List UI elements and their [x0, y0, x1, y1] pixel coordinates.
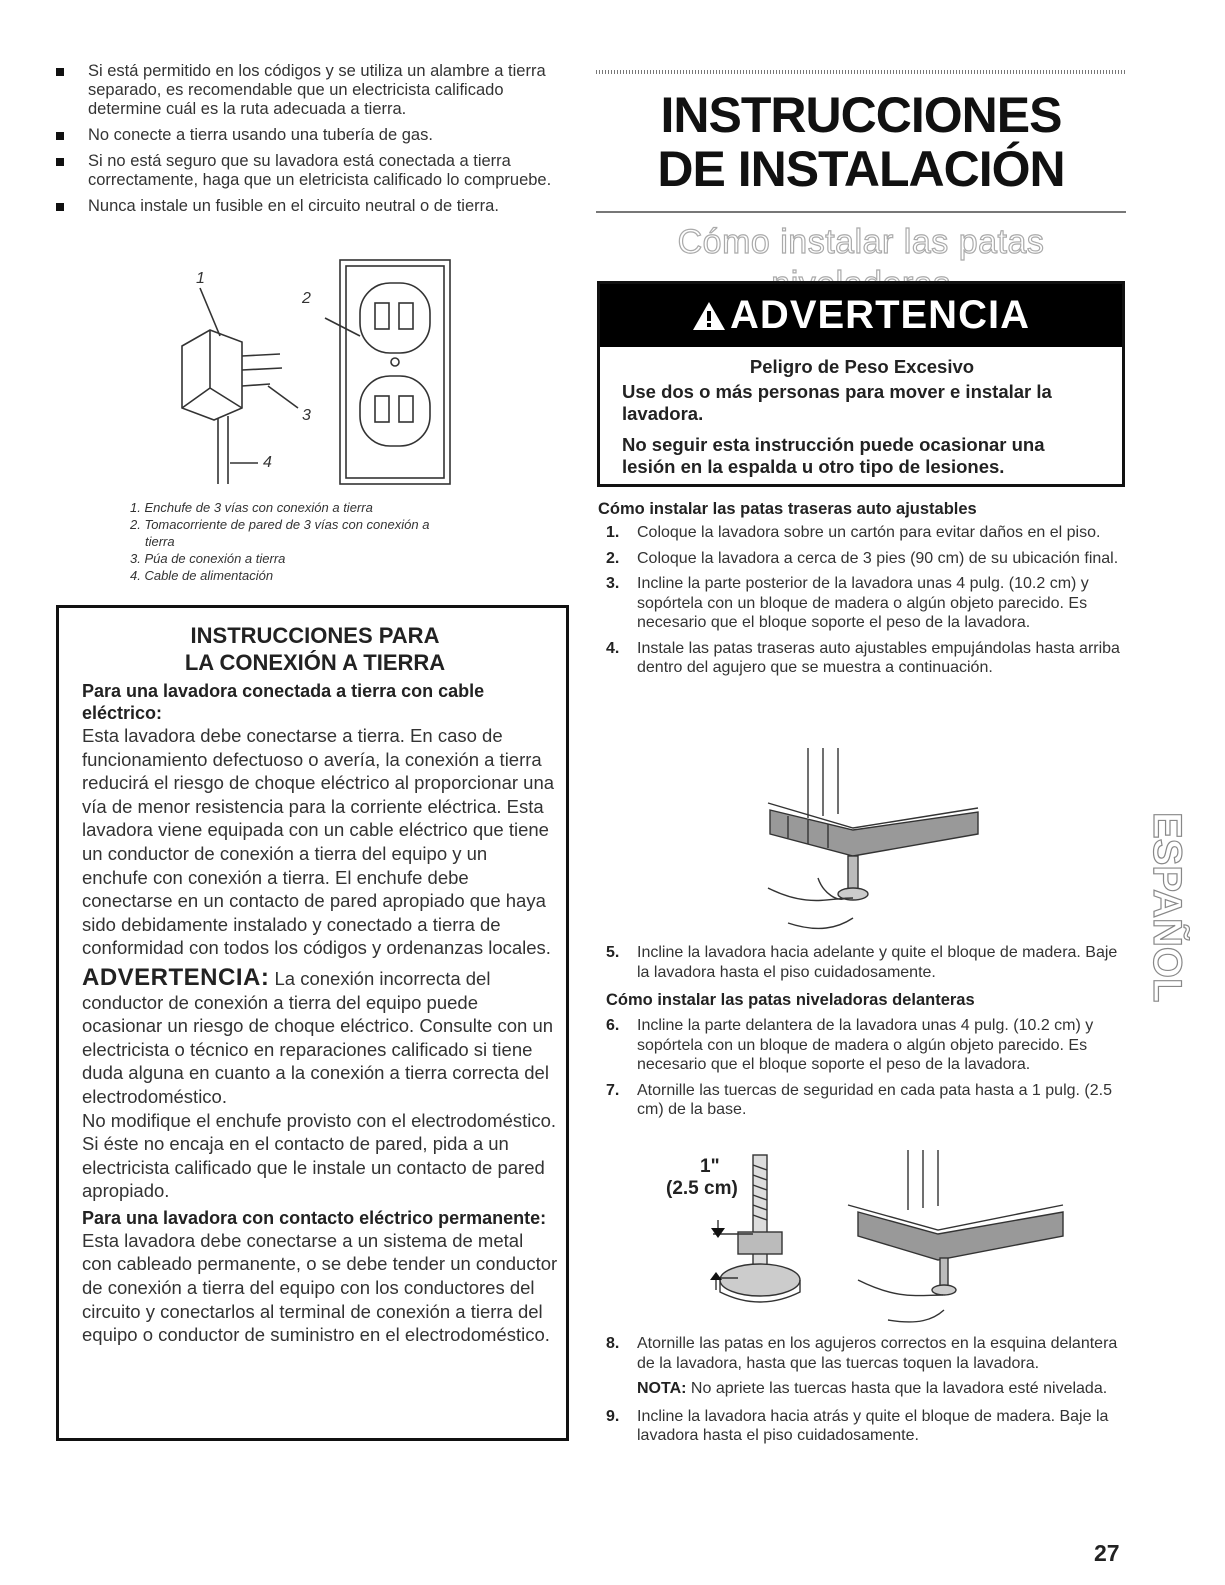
- bullet-item: Nunca instale un fusible en el circuito neutral o de tierra.: [52, 197, 572, 216]
- front-legs-heading: Cómo instalar las patas niveladoras delanteras: [606, 991, 975, 1009]
- step-text: Incline la lavadora hacia atrás y quite el bloque de madera. Baje la lavadora hasta el piso cuidadosamente.: [637, 1407, 1109, 1444]
- rear-leg-illustration: [748, 748, 988, 933]
- permanent-connection-heading: Para una lavadora con contacto eléctrico permanente:: [82, 1207, 547, 1228]
- step-item: [606, 574, 1126, 633]
- grounding-instructions-box: [56, 605, 569, 1441]
- caption-line: 3. Púa de conexión a tierra: [130, 551, 286, 566]
- top-rule: [596, 70, 1126, 74]
- leveling-leg-illustration: [658, 1150, 1078, 1325]
- cord-connected-heading: Para una lavadora conectada a tierra con cable eléctrico:: [82, 681, 485, 723]
- step-text: Atornille las tuercas de seguridad en cada pata hasta a 1 pulg. (2.5 cm) de la base.: [637, 1081, 1112, 1118]
- note: [606, 1379, 1126, 1399]
- dimension-label: 1": [700, 1156, 720, 1177]
- step-text: Incline la parte posterior de la lavadora unas 4 pulg. (10.2 cm) y sopórtela con un bloque de madera o algún objeto parecido. Es necesario que el bloque soporte el peso de la lavadora.: [637, 575, 1089, 631]
- note-text: No apriete las tuercas hasta que la lavadora esté nivelada.: [686, 1380, 1108, 1397]
- grounding-paragraph: No modifique el enchufe provisto con el electrodoméstico. Si éste no encaja en el contacto de pared, pida a un electricista calificado que le instale un contacto de pared apropiado.: [82, 1109, 557, 1202]
- step-number: 8.: [606, 1335, 620, 1352]
- section-heading: Cómo instalar las patas: [677, 223, 1045, 261]
- step-text: Coloque la lavadora sobre un cartón para evitar daños en el piso.: [637, 524, 1101, 541]
- side-tab-text: ESPAÑOL: [1145, 812, 1189, 1003]
- warning-triangle-icon: [692, 301, 726, 331]
- step-number: 7.: [606, 1081, 620, 1099]
- title-line: INSTRUCCIONES: [660, 87, 1062, 143]
- caption-line: 1. Enchufe de 3 vías con conexión a tierra: [130, 500, 373, 515]
- step-text: Incline la lavadora hacia adelante y quite el bloque de madera. Baje la lavadora hasta el piso cuidadosamente.: [637, 944, 1118, 981]
- step-number: 3.: [606, 575, 620, 592]
- step-text: Coloque la lavadora a cerca de 3 pies (90 cm) de su ubicación final.: [637, 549, 1119, 567]
- step-item: [606, 1407, 1126, 1446]
- figure1-caption: [130, 499, 530, 584]
- warning-line: No seguir esta instrucción puede ocasionar una lesión en la espalda u otro tipo de lesiones.: [622, 434, 1045, 477]
- warning-box: [597, 281, 1125, 487]
- caption-line: 2. Tomacorriente de pared de 3 vías con conexión a: [130, 517, 430, 532]
- page-title: [596, 88, 1126, 196]
- step-item: [606, 549, 1126, 569]
- bullet-item: Si no está seguro que su lavadora está conectada a tierra correctamente, haga que un eletricista calificado lo compruebe.: [52, 152, 572, 190]
- rear-legs-heading: Cómo instalar las patas traseras auto ajustables: [598, 500, 977, 518]
- left-column: [52, 62, 572, 223]
- callout-4: 4: [263, 454, 272, 471]
- step-number: 2.: [606, 549, 620, 567]
- step-number: 1.: [606, 524, 620, 541]
- warning-body: [600, 347, 1122, 478]
- caption-line: 4. Cable de alimentación: [130, 568, 274, 583]
- bullet-item: Si está permitido en los códigos y se utiliza un alambre a tierra separado, es recomendable que un electricista calificado determine cuál es la ruta adecuada a tierra.: [52, 62, 572, 119]
- step-text: Incline la parte delantera de la lavadora unas 4 pulg. (10.2 cm) y sopórtela con un bloque de madera o algún objeto parecido. Es necesario que el bloque soporte el peso de la lavadora.: [637, 1017, 1094, 1073]
- grounding-title: LA CONEXIÓN A TIERRA: [184, 650, 446, 675]
- step-text: Instale las patas traseras auto ajustables empujándolas hasta arriba dentro del agujero que se muestra a continuación.: [637, 639, 1120, 676]
- note-label: NOTA:: [637, 1380, 687, 1397]
- step-number: 9.: [606, 1407, 620, 1425]
- warning-banner-text: ADVERTENCIA: [730, 293, 1030, 337]
- grounding-paragraph: Esta lavadora debe conectarse a un sistema de metal con cableado permanente, o se debe tender un conductor de conexión a tierra del equipo con los conductores del circuito y conectarlos al terminal de conexión a tierra del equipo o conductor de suministro en el electrodoméstico.: [82, 1229, 558, 1346]
- language-side-tab: [1142, 808, 1190, 1048]
- step-item: [606, 943, 1126, 982]
- step-number: 5.: [606, 944, 620, 961]
- grounding-paragraph: Esta lavadora debe conectarse a tierra. En caso de funcionamiento defectuoso o avería, la conexión a tierra reducirá el riesgo de choque eléctrico al proporcionar una vía de menor resistencia para la corriente eléctrica. Esta lavadora viene equipada con un cable eléctrico que tiene un conductor de conexión a tierra del equipo y un enchufe con conexión a tierra. El enchufe debe conectarse en un contacto de pared apropiado que haya sido debidamente instalado y conectado a tierra de conformidad con todos los códigos y ordenanzas locales.: [82, 725, 555, 959]
- caption-line: tierra: [145, 534, 175, 549]
- bullet-item: No conecte a tierra usando una tubería de gas.: [52, 126, 572, 145]
- grounding-bullets: [52, 62, 572, 216]
- dimension-label: (2.5 cm): [666, 1178, 738, 1199]
- page-number: 27: [1094, 1540, 1120, 1566]
- plug-outlet-illustration: [170, 258, 460, 490]
- step-item: [606, 1016, 1126, 1075]
- callout-2: 2: [302, 290, 311, 307]
- steps-list-tilt: [606, 943, 1126, 988]
- warning-banner: [600, 284, 1122, 347]
- warning-line: Use dos o más personas para mover e instalar la lavadora.: [622, 381, 1052, 424]
- grounding-title: INSTRUCCIONES PARA: [190, 623, 440, 648]
- step-number: 6.: [606, 1017, 620, 1034]
- step-text: Atornille las patas en los agujeros correctos en la esquina delantera de la lavadora, hasta que las tuercas toquen la lavadora.: [637, 1335, 1118, 1372]
- callout-3: 3: [302, 407, 311, 424]
- step-number: 4.: [606, 639, 620, 657]
- title-line: DE INSTALACIÓN: [657, 141, 1065, 197]
- inline-warning: [82, 963, 558, 1109]
- steps-list-front: [606, 1016, 1126, 1126]
- hazard-title: Peligro de Peso Excesivo: [749, 356, 975, 377]
- inline-warning-text: La conexión incorrecta del conductor de conexión a tierra del equipo puede ocasionar un riesgo de choque eléctrico. Consulte con un electricista o técnico en reparaciones calificado si tiene duda alguna en cuanto a la conexión a tierra correcta del electrodoméstico.: [82, 967, 554, 1107]
- step-item: [606, 1334, 1126, 1373]
- steps-list-rear: [606, 523, 1126, 684]
- callout-1: 1: [196, 270, 205, 287]
- step-item: [606, 639, 1126, 678]
- title-rule: [596, 211, 1126, 213]
- inline-warning-label: ADVERTENCIA:: [82, 963, 270, 991]
- steps-list-attach: [606, 1334, 1126, 1452]
- step-item: [606, 1081, 1126, 1120]
- step-item: [606, 523, 1126, 543]
